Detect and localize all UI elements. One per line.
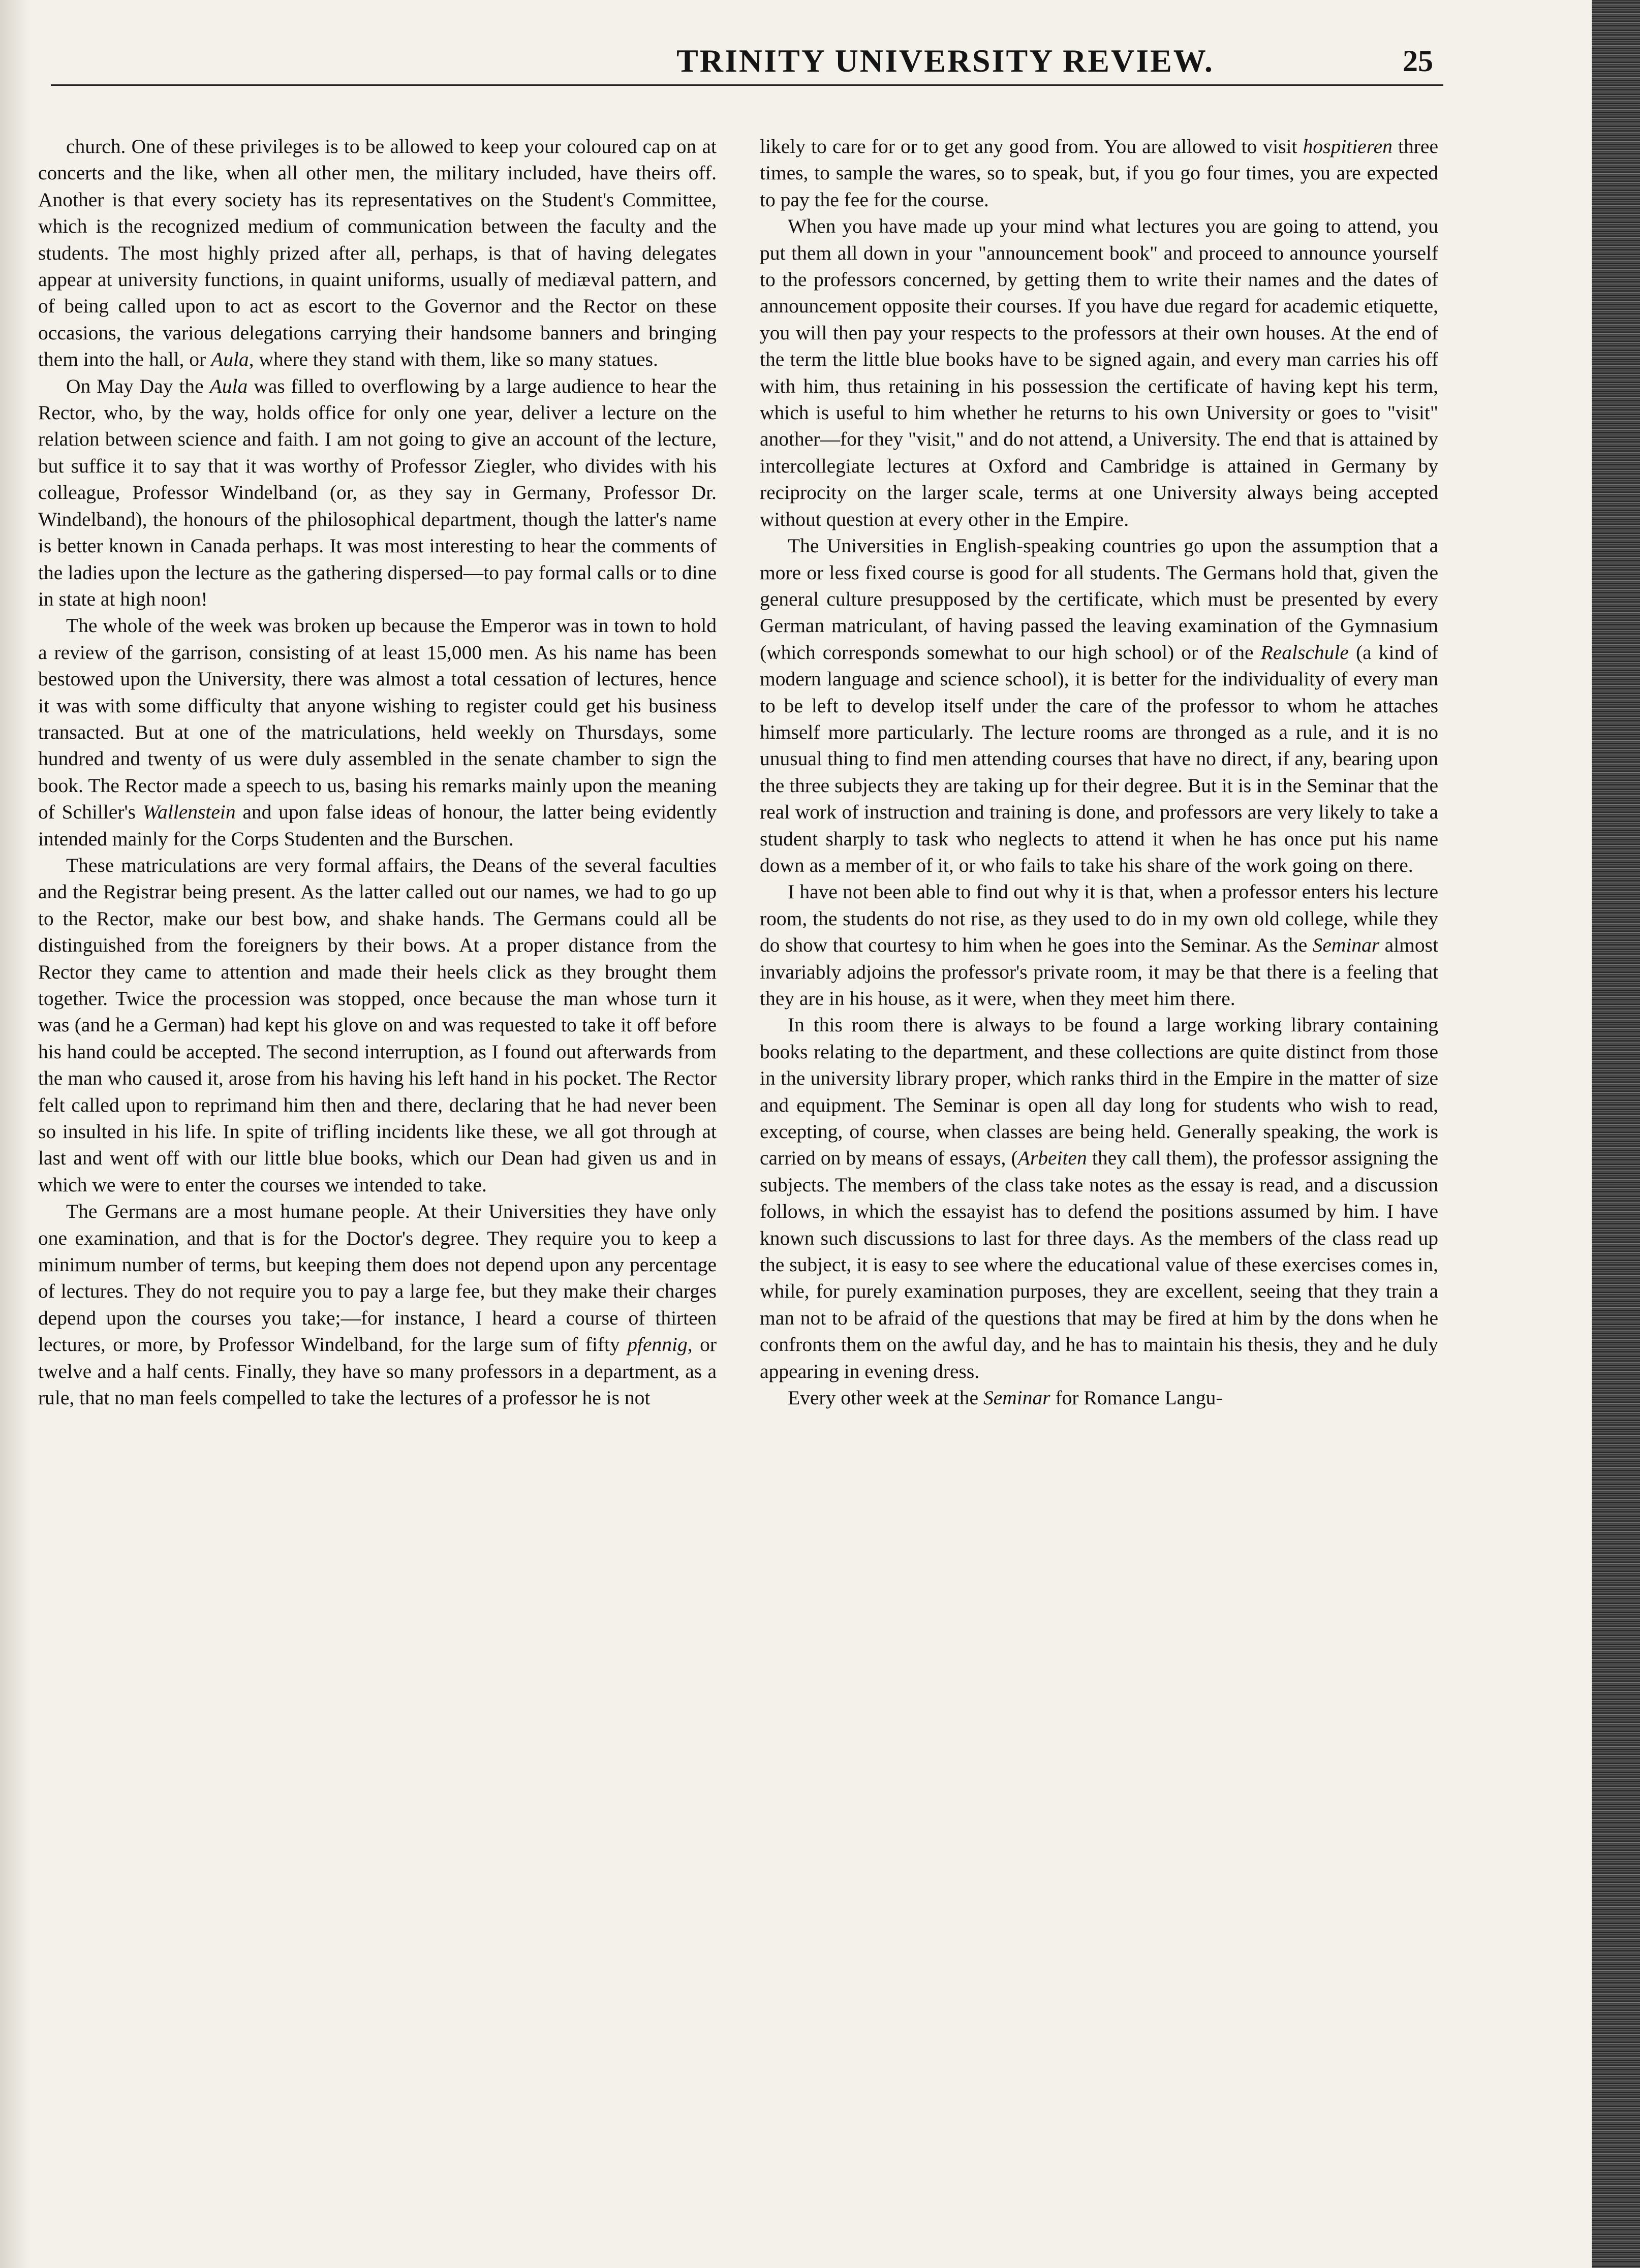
paragraph: Every other week at the Seminar for Romance Langu- <box>788 1387 1223 1409</box>
paragraph: When you have made up your mind what lectures you are going to attend, you put them all down in your "announcement book" and proceed to announce yourself to the professors concerned, by getting them to write their names and the dates of announcement opposite their courses. If you have due regard for academic etiquette, you will then pay your respects to the professors at their own houses. At the end of the term the little blue books have to be signed again, and every man carries his off with him, thus retaining in his possession the certificate of having kept his term, which is useful to him whether he returns to his own University or goes to "visit" another—for they "visit," and do not attend, a University. The end that is attained by intercollegiate lectures at Oxford and Cambridge is attained in Germany by reciprocity on the larger scale, terms at one University always being accepted without question at every other in the Empire. <box>760 215 1438 530</box>
paragraph: church. One of these privileges is to be allowed to keep your coloured cap on at concerts and the like, when all other men, the military included, have theirs off. Another is that every society has its representatives on the Student's Committee, which is the recognized medium of communication between the faculty and the students. The most highly prized after all, perhaps, is that of having delegates appear at university functions, in quaint uniforms, usually of mediæval pattern, and of being called upon to act as escort to the Governor and the Rector on these occasions, the various delegations carrying their handsome banners and bringing them into the hall, or Aula, where they stand with them, like so many statues. <box>38 135 717 371</box>
paragraph: On May Day the Aula was filled to overflowing by a large audience to hear the Rector, who, by the way, holds office for only one year, deliver a lecture on the relation between science and faith. I am not going to give an account of the lecture, but suffice it to say that it was worthy of Professor Ziegler, who divides with his colleague, Professor Windelband (or, as they say in Germany, Professor Dr. Windelband), the honours of the philosophical department, though the latter's name is better known in Canada perhaps. It was most interesting to hear the comments of the ladies upon the lecture as the gathering dispersed—to pay formal calls or to dine in state at high noon! <box>38 374 717 610</box>
header-rule <box>51 84 1443 86</box>
paragraph: In this room there is always to be found a large working library containing books relating to the department, and these collections are quite distinct from those in the university library proper, which ranks third in the Empire in the matter of size and equipment. The Seminar is open all day long for students who wish to read, excepting, of course, when classes are being held. Generally speaking, the work is carried on by means of essays, (Arbeiten they call them), the professor assigning the subjects. The members of the class take notes as the essay is read, and a discussion follows, in which the essayist has to defend the positions assumed by him. I have known such discussions to last for three days. As the members of the class read up the subject, it is easy to see where the educational value of these exercises comes in, while, for purely examination purposes, they are excellent, seeing that they train a man not to be afraid of the questions that may be fired at him by the dons when he confronts them on the awful day, and he has to maintain his thesis, they and he duly appearing in evening dress. <box>760 1014 1438 1382</box>
paragraph: The whole of the week was broken up because the Emperor was in town to hold a review of the garrison, consisting of at least 15,000 men. As his name has been bestowed upon the University, there was almost a total cessation of lectures, hence it was with some difficulty that anyone wishing to register could get his business transacted. But at one of the matriculations, held weekly on Thursdays, some hundred and twenty of us were duly assembled in the senate chamber to sign the book. The Rector made a speech to us, basing his remarks mainly upon the meaning of Schiller's Wallenstein and upon false ideas of honour, the latter being evidently intended mainly for the Corps Studenten and the Burschen. <box>38 614 717 850</box>
paragraph: The Germans are a most humane people. At their Universities they have only one examination, and that is for the Doctor's degree. They require you to keep a minimum number of terms, but keeping them does not depend upon any percentage of lectures. They do not require you to pay a large fee, but they make their charges depend upon the courses you take;—for instance, I heard a course of thirteen lectures, or more, by Professor Windelband, for the large sum of fifty pfennig, or twelve and a half cents. Finally, they have so many professors in a department, as a rule, that no man feels compelled to take the lectures of a professor he is not <box>38 1200 717 1409</box>
paragraph: likely to care for or to get any good from. You are allowed to visit hospitieren three times, to sample the wares, so to speak, but, if you go four times, you are expected to pay the fee for the course. <box>760 135 1438 211</box>
paragraph: The Universities in English-speaking countries go upon the assumption that a more or less fixed course is good for all students. The Germans hold that, given the general culture presupposed by the certificate, which must be presented by every German matriculant, of having passed the leaving examination of the Gymnasium (which corresponds somewhat to our high school) or of the Realschule (a kind of modern language and science school), it is better for the individuality of every man to be left to develop itself under the care of the professor to whom he attaches himself more particularly. The lecture rooms are thronged as a rule, and it is no unusual thing to find men attending courses that have no direct, if any, bearing upon the three subjects they are taking up for their degree. But it is in the Seminar that the real work of instruction and training is done, and professors are very likely to take a student sharply to task who neglects to attend it when he has once put his name down as a member of it, or who fails to take his share of the work going on there. <box>760 534 1438 876</box>
running-header <box>447 41 1443 81</box>
left-column <box>38 133 717 2242</box>
paragraph: I have not been able to find out why it is that, when a professor enters his lecture room, the students do not rise, as they used to do in my own old college, while they do show that courtesy to him when he goes into the Seminar. As the Seminar almost invariably adjoins the professor's private room, it may be that there is a feeling that they are in his house, as it were, when they meet him there. <box>760 880 1438 1010</box>
paragraph: These matriculations are very formal affairs, the Deans of the several faculties and the Registrar being present. As the latter called out our names, we had to go up to the Rector, make our best bow, and shake hands. The Germans could all be distinguished from the foreigners by their bows. At a proper distance from the Rector they came to attention and made their heels click as they brought them together. Twice the procession was stopped, once because the man whose turn it was (and he a German) had kept his glove on and was requested to take it off before his hand could be accepted. The second interruption, as I found out afterwards from the man who caused it, arose from his having his left hand in his pocket. The Rector felt called upon to reprimand him then and there, declaring that he had never been so insulted in his life. In spite of trifling incidents like these, we all got through at last and went off with our little blue books, which our Dean had given us and in which we were to enter the courses we intended to take. <box>38 854 717 1196</box>
binding-edge <box>1592 0 1640 2268</box>
page-number: 25 <box>1403 44 1433 78</box>
facing-page-gutter <box>0 0 30 2268</box>
page-title: TRINITY UNIVERSITY REVIEW. <box>676 43 1214 79</box>
right-column <box>760 133 1438 2242</box>
